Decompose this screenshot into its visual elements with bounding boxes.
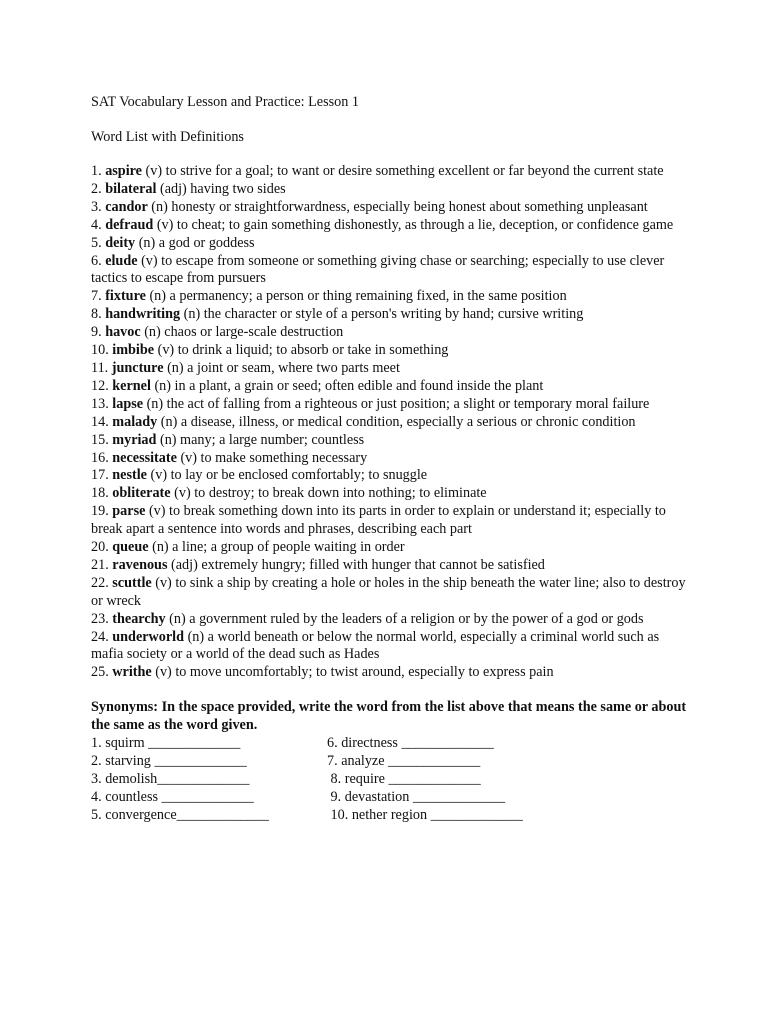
- word-entry: [91, 664, 691, 682]
- word-entry: [91, 432, 691, 450]
- entry-definition: (v) to sink a ship by creating a hole or holes in the ship beneath the water line; also to destroy or wreck: [91, 574, 686, 609]
- entry-definition: (n) honesty or straightforwardness, especially being honest about something unpleasant: [151, 198, 648, 215]
- entry-word: myriad: [112, 431, 157, 448]
- entry-number: 1.: [91, 163, 102, 179]
- document-page: [91, 93, 691, 825]
- synonym-item: 10. nether region _____________: [327, 806, 523, 823]
- word-entry: [91, 450, 691, 468]
- entry-definition: (v) to make something necessary: [180, 449, 368, 466]
- entry-definition: (n) a god or goddess: [138, 234, 255, 251]
- word-entry: [91, 288, 691, 306]
- word-entry: [91, 575, 691, 611]
- entry-number: 14.: [91, 413, 109, 430]
- word-entry: [91, 253, 691, 289]
- entry-word: scuttle: [112, 574, 152, 591]
- synonym-exercise: [91, 735, 691, 825]
- synonyms-instructions: Synonyms: In the space provided, write the word from the list above that means the same or about the same as the word given.: [91, 699, 687, 734]
- entry-word: necessitate: [112, 449, 177, 466]
- entry-word: deity: [105, 234, 136, 251]
- entry-word: nestle: [112, 467, 147, 484]
- entry-number: 6.: [91, 252, 102, 269]
- entry-number: 5.: [91, 234, 102, 251]
- word-entry: [91, 163, 691, 181]
- word-entry: [91, 217, 691, 235]
- entry-word: malady: [112, 413, 158, 430]
- entry-word: ravenous: [112, 556, 168, 573]
- entry-number: 24.: [91, 628, 109, 645]
- entry-definition: (v) to drink a liquid; to absorb or take in something: [157, 342, 449, 359]
- entry-definition: (v) to break something down into its parts in order to explain or understand it; especially to break apart a sentence into words and phrases, describing each part: [91, 503, 666, 538]
- entry-word: handwriting: [105, 306, 181, 323]
- word-list: [91, 163, 691, 682]
- entry-word: elude: [105, 252, 138, 269]
- word-entry: [91, 324, 691, 342]
- synonym-item: 9. devastation _____________: [327, 788, 506, 805]
- word-entry: [91, 360, 691, 378]
- entry-definition: (n) in a plant, a grain or seed; often edible and found inside the plant: [154, 377, 544, 394]
- entry-word: candor: [105, 198, 148, 215]
- entry-word: writhe: [112, 664, 152, 681]
- entry-definition: (n) a disease, illness, or medical condition, especially a serious or chronic condition: [160, 413, 636, 430]
- entry-definition: (adj) extremely hungry; filled with hunger that cannot be satisfied: [171, 556, 545, 573]
- entry-number: 8.: [91, 306, 102, 323]
- document-title: SAT Vocabulary Lesson and Practice: Lesson 1: [91, 94, 359, 110]
- entry-definition: (n) the act of falling from a righteous or just position; a slight or temporary moral failure: [146, 395, 650, 412]
- entry-definition: (n) many; a large number; countless: [159, 431, 365, 448]
- entry-number: 18.: [91, 485, 109, 502]
- entry-number: 10.: [91, 342, 109, 359]
- entry-number: 15.: [91, 431, 109, 448]
- entry-definition: (v) to strive for a goal; to want or desire something excellent or far beyond the current state: [145, 163, 664, 179]
- entry-number: 13.: [91, 395, 109, 412]
- word-entry: [91, 503, 691, 539]
- synonym-item: 7. analyze _____________: [327, 753, 481, 769]
- word-entry: [91, 485, 691, 503]
- entry-definition: (v) to move uncomfortably; to twist around, especially to express pain: [155, 664, 554, 681]
- section-title: Word List with Definitions: [91, 129, 244, 145]
- word-entry: [91, 378, 691, 396]
- entry-number: 7.: [91, 288, 102, 305]
- word-entry: [91, 181, 691, 199]
- synonym-item: 4. countless _____________: [91, 788, 254, 805]
- entry-word: bilateral: [105, 180, 157, 197]
- synonym-item: 6. directness _____________: [327, 735, 494, 752]
- entry-number: 9.: [91, 324, 102, 341]
- entry-number: 2.: [91, 180, 102, 197]
- entry-definition: (n) the character or style of a person's writing by hand; cursive writing: [183, 306, 584, 323]
- entry-number: 17.: [91, 467, 109, 484]
- word-entry: [91, 611, 691, 629]
- synonym-item: 5. convergence_____________: [91, 806, 269, 823]
- entry-word: aspire: [105, 163, 142, 179]
- word-entry: [91, 414, 691, 432]
- entry-word: queue: [112, 539, 149, 556]
- word-entry: [91, 467, 691, 485]
- entry-word: lapse: [112, 395, 144, 412]
- entry-definition: (n) a permanency; a person or thing remaining fixed, in the same position: [149, 288, 567, 305]
- entry-definition: (adj) having two sides: [159, 180, 286, 197]
- entry-number: 12.: [91, 377, 109, 394]
- entry-word: imbibe: [112, 342, 155, 359]
- entry-word: parse: [112, 503, 146, 520]
- entry-number: 16.: [91, 449, 109, 466]
- word-entry: [91, 539, 691, 557]
- synonym-item: 1. squirm _____________: [91, 735, 241, 752]
- synonym-item: 8. require _____________: [327, 770, 481, 787]
- entry-number: 19.: [91, 503, 109, 520]
- entry-number: 20.: [91, 539, 109, 556]
- entry-definition: (v) to escape from someone or something giving chase or searching; especially to use clever tactics to escape from pursuers: [91, 252, 665, 287]
- word-entry: [91, 396, 691, 414]
- entry-word: obliterate: [112, 485, 171, 502]
- entry-number: 4.: [91, 216, 102, 233]
- entry-number: 22.: [91, 574, 109, 591]
- entry-definition: (v) to lay or be enclosed comfortably; to snuggle: [150, 467, 428, 484]
- entry-definition: (n) a world beneath or below the normal world, especially a criminal world such as mafia society or a world of the dead such as Hades: [91, 628, 660, 663]
- entry-definition: (n) a joint or seam, where two parts meet: [167, 359, 400, 376]
- entry-definition: (v) to cheat; to gain something dishonestly, as through a lie, deception, or confidence game: [156, 216, 674, 233]
- word-entry: [91, 557, 691, 575]
- entry-word: juncture: [111, 359, 164, 376]
- entry-word: fixture: [105, 288, 146, 305]
- entry-definition: (n) chaos or large-scale destruction: [144, 324, 344, 341]
- entry-number: 23.: [91, 610, 109, 627]
- entry-definition: (n) a government ruled by the leaders of a religion or by the power of a god or gods: [169, 610, 644, 627]
- synonym-item: 2. starving _____________: [91, 753, 247, 769]
- entry-word: underworld: [112, 628, 185, 645]
- entry-number: 3.: [91, 198, 102, 215]
- entry-number: 21.: [91, 556, 109, 573]
- entry-word: havoc: [105, 324, 141, 341]
- entry-word: kernel: [112, 377, 151, 394]
- word-entry: [91, 235, 691, 253]
- entry-definition: (v) to destroy; to break down into nothing; to eliminate: [174, 485, 487, 502]
- word-entry: [91, 629, 691, 665]
- word-entry: [91, 342, 691, 360]
- entry-word: defraud: [105, 216, 154, 233]
- word-entry: [91, 199, 691, 217]
- entry-word: thearchy: [112, 610, 166, 627]
- synonym-item: 3. demolish_____________: [91, 770, 250, 787]
- entry-number: 25.: [91, 664, 109, 681]
- word-entry: [91, 306, 691, 324]
- entry-definition: (n) a line; a group of people waiting in order: [152, 539, 405, 556]
- entry-number: 11.: [91, 359, 109, 376]
